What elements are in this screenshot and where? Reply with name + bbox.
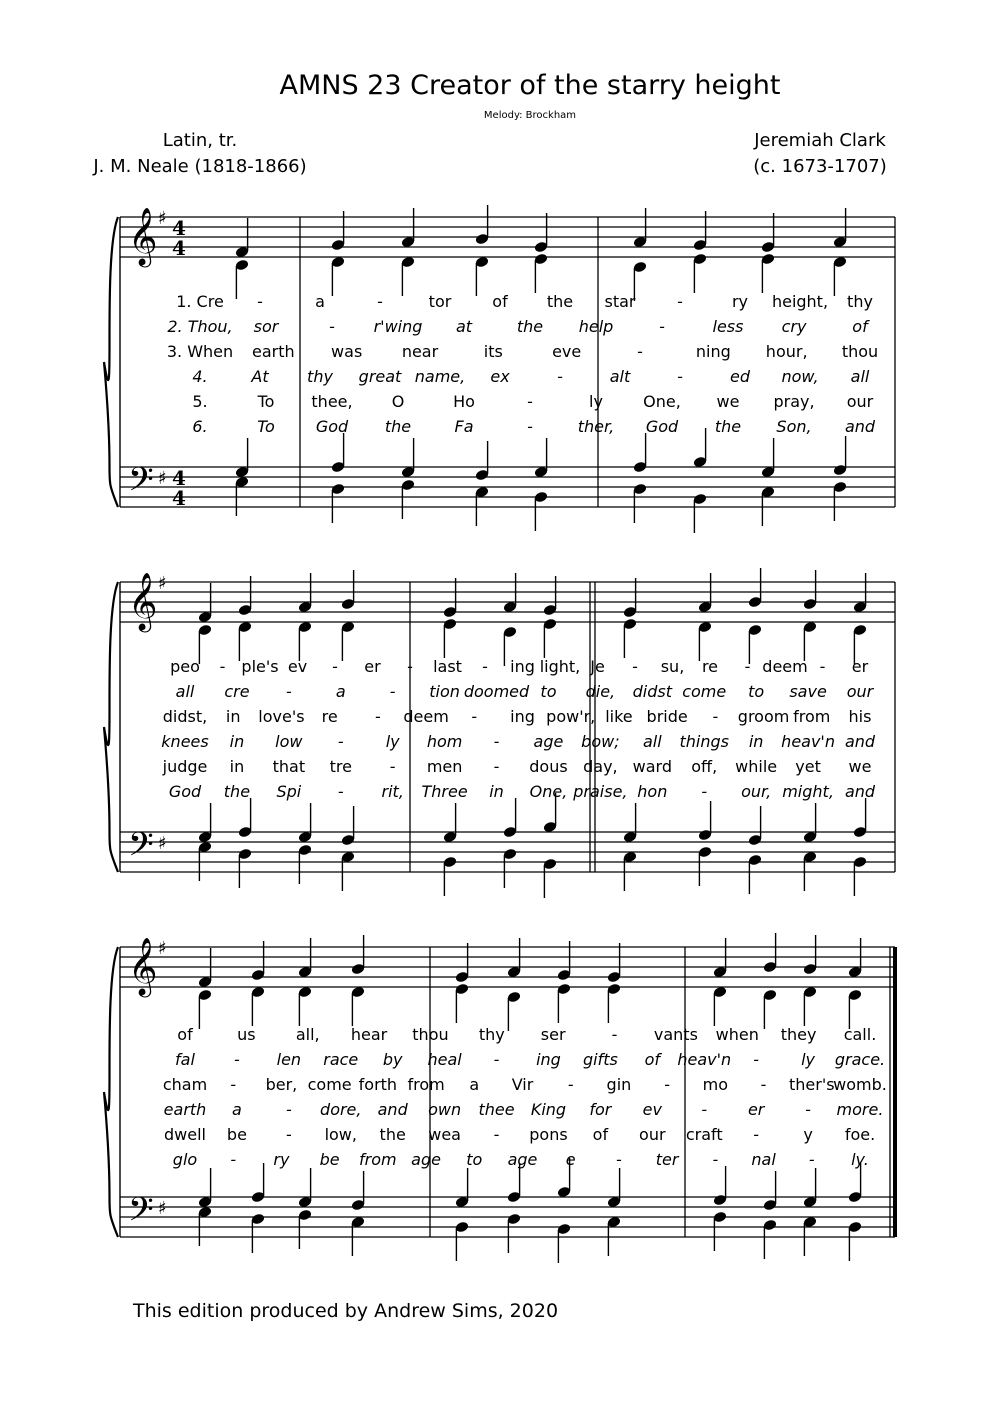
lyric-syllable: a	[315, 292, 325, 311]
lyric-syllable: thy	[307, 367, 333, 386]
lyric-syllable: ly.	[851, 1150, 869, 1169]
lyric-syllable: light,	[539, 657, 581, 676]
lyric-syllable: all	[642, 732, 662, 751]
lyric-syllable: -	[677, 367, 683, 386]
lyric-syllable: more.	[836, 1100, 884, 1119]
lyric-syllable: -	[616, 1150, 622, 1169]
lyric-syllable: a	[469, 1075, 480, 1094]
lyric-syllable: -	[493, 757, 500, 776]
lyric-syllable: ple's	[241, 657, 279, 676]
lyric-syllable: re	[701, 657, 719, 676]
lyric-syllable: mo	[702, 1075, 729, 1094]
lyric-syllable: -	[389, 757, 396, 776]
lyric-syllable: 6.	[192, 417, 208, 436]
system-brace	[104, 582, 118, 872]
lyric-syllable: the	[384, 417, 412, 436]
lyric-syllable: eve	[552, 342, 582, 361]
lyric-syllable: -	[712, 1150, 719, 1169]
lyric-syllable: all	[175, 682, 195, 701]
lyric-syllable: -	[337, 782, 344, 801]
lyric-syllable: from	[407, 1075, 445, 1094]
lyric-syllable: 1. Cre	[176, 292, 224, 311]
lyric-syllable: come	[307, 1075, 352, 1094]
lyric-syllable: for	[589, 1100, 612, 1119]
lyric-syllable: the	[546, 292, 574, 311]
lyric-syllable: -	[377, 292, 383, 311]
lyric-syllable: low,	[324, 1125, 357, 1144]
lyric-syllable: -	[701, 782, 708, 801]
key-signature-sharp: ♯	[158, 573, 167, 594]
lyric-syllable: ly	[589, 392, 603, 411]
lyric-syllable: -	[632, 657, 638, 676]
lyric-syllable: be	[319, 1150, 340, 1169]
lyric-syllable: peo	[170, 657, 200, 676]
lyric-syllable: all,	[295, 1025, 320, 1044]
lyric-syllable: pray,	[773, 392, 815, 411]
key-signature-sharp: ♯	[158, 208, 167, 229]
lyric-syllable: last	[433, 657, 462, 676]
lyric-syllable: of	[644, 1050, 661, 1069]
lyric-syllable: -	[567, 1075, 574, 1094]
lyric-syllable: -	[329, 317, 335, 336]
melody-name: Melody: Brockham	[483, 110, 577, 121]
lyric-syllable: doomed	[463, 682, 530, 701]
lyric-syllable: our	[846, 682, 874, 701]
lyric-syllable: -	[557, 367, 563, 386]
lyric-syllable: -	[493, 732, 500, 751]
lyric-syllable: ing	[510, 707, 535, 726]
lyric-syllable: thy	[478, 1025, 505, 1044]
lyric-syllable: earth	[252, 342, 295, 361]
lyric-syllable: the	[714, 417, 742, 436]
hymn-title: AMNS 23 Creator of the starry height	[279, 70, 781, 101]
lyric-syllable: a	[335, 682, 346, 701]
lyric-syllable: hour,	[765, 342, 808, 361]
lyric-syllable: and	[377, 1100, 408, 1119]
lyric-syllable: -	[257, 292, 263, 311]
lyric-syllable: ly	[801, 1050, 816, 1069]
lyric-syllable: thee	[478, 1100, 515, 1119]
lyric-syllable: -	[677, 292, 683, 311]
lyric-syllable: To	[257, 417, 275, 436]
lyric-syllable: -	[664, 1075, 671, 1094]
lyric-syllable: y	[803, 1125, 813, 1144]
lyric-syllable: -	[753, 1125, 760, 1144]
lyric-syllable: ry	[273, 1150, 290, 1169]
lyric-syllable: a	[232, 1100, 242, 1119]
lyric-syllable: glo	[172, 1150, 198, 1169]
lyric-syllable: men	[426, 757, 463, 776]
lyric-syllable: in	[229, 757, 245, 776]
lyric-syllable: nal	[751, 1150, 776, 1169]
lyric-syllable: yet	[795, 757, 821, 776]
lyric-syllable: heav'n	[781, 732, 835, 751]
key-signature-sharp: ♯	[158, 938, 167, 959]
lyric-syllable: thy	[847, 292, 873, 311]
lyric-syllable: ex	[490, 367, 510, 386]
lyric-syllable: own	[428, 1100, 462, 1119]
lyric-syllable: Son,	[776, 417, 812, 436]
lyric-syllable: in	[229, 732, 245, 751]
lyric-syllable: Three	[421, 782, 468, 801]
lyric-syllable: -	[230, 1150, 237, 1169]
lyric-syllable: cham	[162, 1075, 208, 1094]
lyric-syllable: and	[844, 782, 876, 801]
lyric-syllable: -	[285, 1100, 292, 1119]
lyric-syllable: gin	[606, 1075, 632, 1094]
lyric-syllable: ev	[287, 657, 308, 676]
lyric-syllable: 4.	[192, 367, 208, 386]
lyric-syllable: we	[848, 757, 872, 776]
lyric-syllable: -	[805, 1100, 811, 1119]
lyric-syllable: didst,	[162, 707, 208, 726]
lyric-syllable: earth	[163, 1100, 207, 1119]
bass-clef: 𝄢	[128, 461, 154, 507]
lyric-syllable: -	[527, 417, 533, 436]
lyric-syllable: ning	[695, 342, 731, 361]
lyric-syllable: thou	[412, 1025, 449, 1044]
lyric-syllable: die,	[585, 682, 616, 701]
lyric-syllable: might,	[782, 782, 834, 801]
lyric-syllable: -	[808, 1150, 815, 1169]
lyric-syllable: was	[331, 342, 363, 361]
lyric-syllable: craft	[685, 1125, 723, 1144]
lyric-syllable: dwell	[164, 1125, 206, 1144]
lyric-syllable: ed	[730, 367, 750, 386]
lyric-syllable: alt	[609, 367, 631, 386]
lyric-syllable: like	[605, 707, 633, 726]
lyric-syllable: that	[272, 757, 306, 776]
lyric-syllable: age	[533, 732, 564, 751]
lyric-syllable: our	[846, 392, 874, 411]
lyric-syllable: 3. When	[166, 342, 234, 361]
lyric-syllable: love's	[258, 707, 305, 726]
lyric-syllable: age	[411, 1150, 441, 1169]
music-credit-line2: (c. 1673-1707)	[753, 156, 887, 177]
lyric-syllable: hon	[637, 782, 668, 801]
lyric-syllable: to	[466, 1150, 483, 1169]
key-signature-sharp: ♯	[158, 1198, 167, 1219]
lyric-syllable: ther,	[577, 417, 615, 436]
lyric-syllable: ber,	[265, 1075, 298, 1094]
lyric-syllable: help	[578, 317, 614, 336]
lyric-syllable: er	[364, 657, 381, 676]
lyric-syllable: ter	[655, 1150, 679, 1169]
lyric-syllable: ev	[642, 1100, 662, 1119]
lyric-syllable: -	[701, 1100, 708, 1119]
lyric-syllable: tor	[428, 292, 452, 311]
lyric-syllable: off,	[691, 757, 718, 776]
lyric-syllable: in	[748, 732, 764, 751]
lyric-syllable: -	[219, 657, 226, 676]
lyric-syllable: things	[679, 732, 729, 751]
lyric-syllable: -	[482, 657, 488, 676]
lyric-syllable: the	[223, 782, 251, 801]
lyric-syllable: e	[565, 1150, 576, 1169]
lyric-syllable: tre	[329, 757, 352, 776]
lyric-syllable: come	[682, 682, 727, 701]
lyric-syllable: in	[225, 707, 241, 726]
words-credit-line1: Latin, tr.	[162, 130, 238, 151]
lyric-syllable: ther's	[788, 1075, 835, 1094]
lyric-syllable: us	[237, 1025, 256, 1044]
lyric-syllable: age	[507, 1150, 538, 1169]
system-brace	[104, 217, 118, 507]
lyric-syllable: -	[337, 732, 344, 751]
lyric-syllable: -	[407, 657, 413, 676]
lyric-syllable: call.	[843, 1025, 877, 1044]
lyric-syllable: To	[257, 392, 275, 411]
lyric-syllable: we	[716, 392, 740, 411]
lyric-syllable: near	[401, 342, 439, 361]
lyric-syllable: foe.	[844, 1125, 876, 1144]
lyric-syllable: heav'n	[677, 1050, 732, 1069]
lyric-syllable: height,	[771, 292, 829, 311]
treble-clef: 𝄞	[128, 572, 158, 630]
lyric-syllable: dore,	[320, 1100, 362, 1119]
lyric-syllable: to	[540, 682, 557, 701]
lyric-syllable: -	[230, 1075, 237, 1094]
bass-clef: 𝄢	[128, 826, 154, 872]
lyric-syllable: heal	[427, 1050, 462, 1069]
lyric-syllable: name,	[414, 367, 466, 386]
lyric-syllable: cre	[224, 682, 250, 701]
lyric-syllable: -	[374, 707, 381, 726]
lyric-syllable: God	[315, 417, 349, 436]
music-credit-line1: Jeremiah Clark	[754, 130, 886, 151]
lyric-syllable: -	[760, 1075, 767, 1094]
time-signature-bottom: 4	[172, 486, 186, 510]
lyric-syllable: r'wing	[373, 317, 423, 336]
lyric-syllable: hear	[350, 1025, 388, 1044]
lyric-syllable: the	[516, 317, 544, 336]
lyric-syllable: cry	[781, 317, 807, 336]
lyric-syllable: deem	[403, 707, 449, 726]
lyric-syllable: Fa	[454, 417, 474, 436]
key-signature-sharp: ♯	[158, 833, 167, 854]
lyric-syllable: -	[712, 707, 719, 726]
lyric-syllable: ly	[385, 732, 400, 751]
lyric-syllable: -	[493, 1125, 500, 1144]
lyric-syllable: wea	[428, 1125, 461, 1144]
lyric-syllable: by	[382, 1050, 403, 1069]
lyric-syllable: its	[483, 342, 503, 361]
lyric-syllable: judge	[162, 757, 208, 776]
lyric-syllable: -	[493, 1050, 500, 1069]
lyric-syllable: -	[285, 1125, 292, 1144]
lyric-syllable: er	[851, 657, 869, 676]
words-credit-line2: J. M. Neale (1818-1866)	[93, 156, 307, 177]
lyric-syllable: King	[530, 1100, 567, 1119]
lyric-syllable: thou	[841, 342, 879, 361]
lyric-syllable: -	[527, 392, 533, 411]
lyric-syllable: pons	[529, 1125, 568, 1144]
lyric-syllable: now,	[781, 367, 819, 386]
lyric-syllable: of	[492, 292, 508, 311]
lyric-syllable: ing	[510, 657, 535, 676]
lyric-syllable: in	[489, 782, 504, 801]
lyric-syllable: su,	[660, 657, 685, 676]
time-signature-top: 4	[172, 466, 186, 490]
lyric-syllable: they	[780, 1025, 817, 1044]
lyric-syllable: great	[358, 367, 402, 386]
lyric-syllable: bride	[646, 707, 688, 726]
lyric-syllable: -	[753, 1050, 760, 1069]
lyric-syllable: One,	[643, 392, 681, 411]
lyric-syllable: -	[819, 657, 826, 676]
lyric-syllable: praise,	[573, 782, 628, 801]
lyric-syllable: at	[455, 317, 473, 336]
lyric-syllable: ry	[731, 292, 749, 311]
lyric-syllable: ward	[632, 757, 672, 776]
lyric-syllable: 2. Thou,	[167, 317, 233, 336]
treble-clef: 𝄞	[128, 207, 158, 265]
time-signature-bottom: 4	[172, 236, 186, 260]
key-signature-sharp: ♯	[158, 468, 167, 489]
lyric-syllable: Spi	[276, 782, 302, 801]
lyric-syllable: pow'r,	[546, 707, 596, 726]
lyric-syllable: -	[659, 317, 665, 336]
lyric-syllable: God	[645, 417, 679, 436]
time-signature-top: 4	[172, 216, 186, 240]
lyric-syllable: O	[391, 392, 405, 411]
lyric-syllable: deem	[762, 657, 808, 676]
lyric-syllable: Ho	[453, 392, 475, 411]
lyric-syllable: and	[844, 732, 876, 751]
lyric-syllable: -	[332, 657, 338, 676]
lyric-syllable: -	[611, 1025, 618, 1044]
lyric-syllable: Je	[590, 657, 605, 676]
lyric-syllable: re	[321, 707, 338, 726]
lyric-syllable: groom	[737, 707, 790, 726]
lyric-syllable: while	[735, 757, 778, 776]
lyric-syllable: -	[285, 682, 292, 701]
lyric-syllable: vants	[653, 1025, 698, 1044]
lyric-syllable: be	[226, 1125, 247, 1144]
lyric-syllable: didst	[632, 682, 672, 701]
lyric-syllable: God	[168, 782, 202, 801]
lyric-syllable: of	[592, 1125, 609, 1144]
lyric-syllable: forth	[358, 1075, 398, 1094]
lyric-syllable: er	[747, 1100, 765, 1119]
lyric-syllable: -	[389, 682, 396, 701]
lyric-syllable: fal	[175, 1050, 195, 1069]
lyric-syllable: of	[852, 317, 868, 336]
system-brace	[104, 947, 118, 1237]
lyric-syllable: -	[637, 342, 643, 361]
lyric-syllable: -	[234, 1050, 240, 1069]
lyric-syllable: day,	[583, 757, 618, 776]
lyric-syllable: -	[744, 657, 751, 676]
lyric-syllable: and	[844, 417, 876, 436]
lyric-syllable: rit,	[381, 782, 404, 801]
lyric-syllable: knees	[161, 732, 209, 751]
lyric-syllable: when	[715, 1025, 759, 1044]
lyric-syllable: our	[639, 1125, 666, 1144]
lyric-syllable: bow;	[581, 732, 620, 751]
lyric-syllable: race	[323, 1050, 359, 1069]
lyric-syllable: len	[276, 1050, 302, 1069]
lyric-syllable: dous	[529, 757, 568, 776]
lyric-syllable: gifts	[582, 1050, 618, 1069]
lyric-syllable: of	[177, 1025, 193, 1044]
lyric-syllable: our,	[741, 782, 772, 801]
lyric-syllable: grace.	[834, 1050, 886, 1069]
lyric-syllable: star	[604, 292, 636, 311]
lyric-syllable: to	[748, 682, 765, 701]
lyric-syllable: less	[712, 317, 744, 336]
lyric-syllable: ser	[540, 1025, 566, 1044]
lyric-syllable: the	[379, 1125, 406, 1144]
lyric-syllable: One,	[529, 782, 568, 801]
lyric-syllable: from	[793, 707, 831, 726]
lyric-syllable: -	[471, 707, 478, 726]
lyric-syllable: his	[848, 707, 872, 726]
lyric-syllable: low	[275, 732, 303, 751]
lyric-syllable: sor	[253, 317, 279, 336]
lyric-syllable: womb.	[833, 1075, 887, 1094]
lyric-syllable: save	[789, 682, 827, 701]
lyric-syllable: hom	[426, 732, 463, 751]
lyric-syllable: 5.	[192, 392, 208, 411]
edition-footer: This edition produced by Andrew Sims, 2020	[133, 1300, 559, 1322]
lyric-syllable: At	[251, 367, 269, 386]
lyric-syllable: from	[359, 1150, 397, 1169]
bass-clef: 𝄢	[128, 1191, 154, 1237]
lyric-syllable: all	[850, 367, 870, 386]
lyric-syllable: thee,	[311, 392, 353, 411]
lyric-syllable: tion	[429, 682, 460, 701]
lyric-syllable: Vir	[511, 1075, 534, 1094]
treble-clef: 𝄞	[128, 937, 158, 995]
lyric-syllable: ing	[536, 1050, 561, 1069]
